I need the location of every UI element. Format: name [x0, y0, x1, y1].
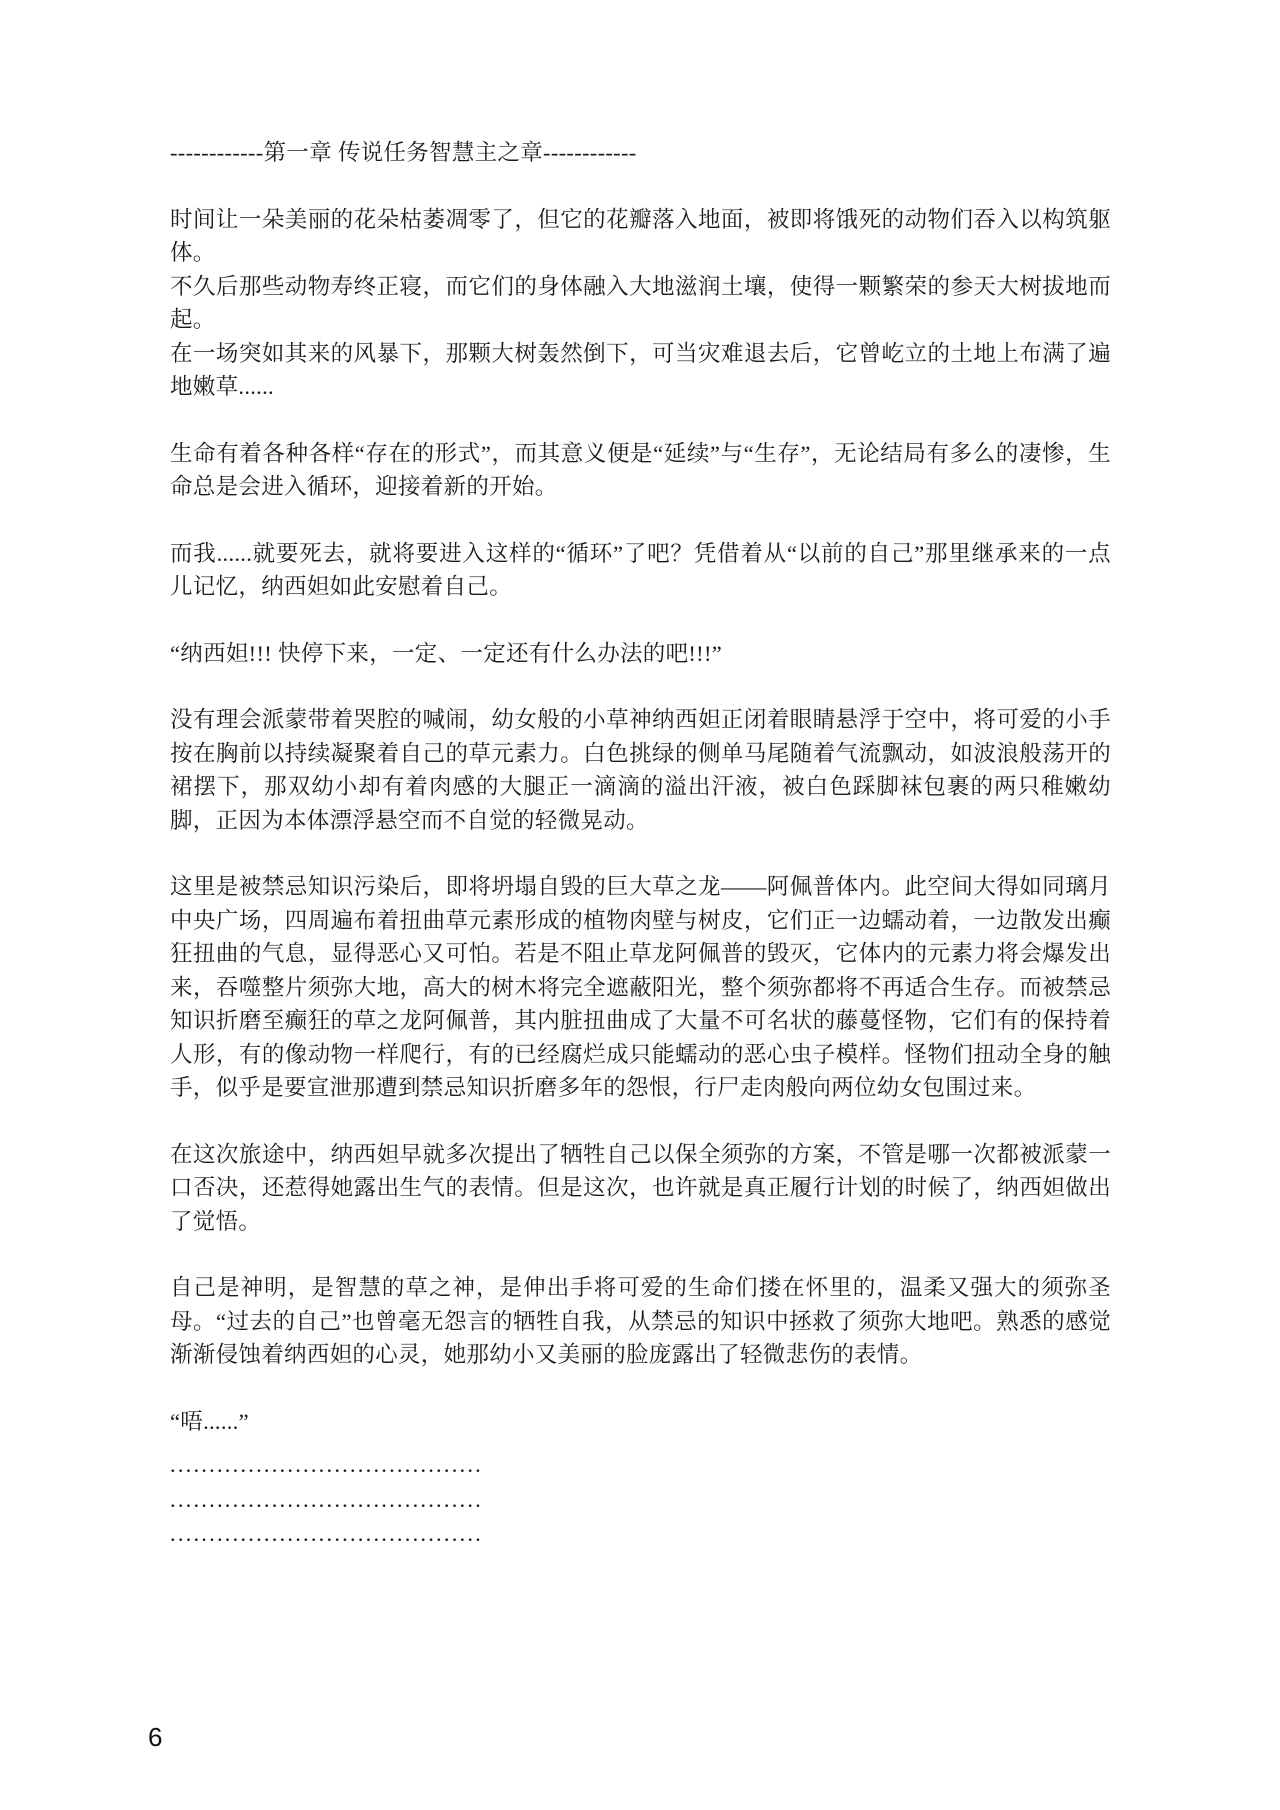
- dialogue-paragraph: “纳西妲!!! 快停下来，一定、一定还有什么办法的吧!!!”: [170, 640, 723, 666]
- chapter-title: ------------第一章 传说任务智慧主之章------------: [170, 140, 637, 165]
- paragraph: 在这次旅途中，纳西妲早就多次提出了牺牲自己以保全须弥的方案，不管是哪一次都被派蒙一口否决，还惹得她露出生气的表情。但是这次，也许就是真正履行计划的时候了，纳西妲做出了觉悟。: [170, 1141, 1111, 1234]
- paragraph: 时间让一朵美丽的花朵枯萎凋零了，但它的花瓣落入地面，被即将饿死的动物们吞入以构筑躯体。: [170, 206, 1111, 265]
- paragraph: 这里是被禁忌知识污染后，即将坍塌自毁的巨大草之龙——阿佩普体内。此空间大得如同璃月中央广场，四周遍布着扭曲草元素形成的植物肉壁与树皮，它们正一边蠕动着，一边散发出癫狂扭曲的气息，显得恶心又可怕。若是不阻止草龙阿佩普的毁灭，它体内的元素力将会爆发出来，吞噬整片须弥大地，高大的树木将完全遮蔽阳光，整个须弥都将不再适合生存。而被禁忌知识折磨至癫狂的草之龙阿佩普，其内脏扭曲成了大量不可名状的藤蔓怪物，它们有的保持着人形，有的像动物一样爬行，有的已经腐烂成只能蠕动的恶心虫子模样。怪物们扭动全身的触手，似乎是要宣泄那遭到禁忌知识折磨多年的怨恨，行尸走肉般向两位幼女包围过来。: [170, 874, 1111, 1100]
- ellipsis-line: ........................................: [170, 1486, 483, 1512]
- paragraph: 没有理会派蒙带着哭腔的喊闹，幼女般的小草神纳西妲正闭着眼睛悬浮于空中，将可爱的小手按在胸前以持续凝聚着自己的草元素力。白色挑绿的侧单马尾随着气流飘动，如波浪般荡开的裙摆下，那双幼小却有着肉感的大腿正一滴滴的溢出汗液，被白色踩脚袜包裹的两只稚嫩幼脚，正因为本体漂浮悬空而不自觉的轻微晃动。: [170, 707, 1111, 833]
- paragraph: 生命有着各种各样“存在的形式”，而其意义便是“延续”与“生存”，无论结局有多么的凄惨，生命总是会进入循环，迎接着新的开始。: [170, 440, 1111, 499]
- paragraph: 在一场突如其来的风暴下，那颗大树轰然倒下，可当灾难退去后，它曾屹立的土地上布满了遍地嫩草......: [170, 340, 1111, 399]
- page-number: 6: [148, 1722, 163, 1752]
- document-content: [170, 136, 1111, 1552]
- paragraph: 而我......就要死去，就将要进入这样的“循环”了吧？凭借着从“以前的自己”那里继承来的一点儿记忆，纳西妲如此安慰着自己。: [170, 540, 1111, 599]
- paragraph: 自己是神明，是智慧的草之神，是伸出手将可爱的生命们搂在怀里的，温柔又强大的须弥圣母。“过去的自己”也曾毫无怨言的牺牲自我，从禁忌的知识中拯救了须弥大地吧。熟悉的感觉渐渐侵蚀着纳西妲的心灵，她那幼小又美丽的脸庞露出了轻微悲伤的表情。: [170, 1275, 1111, 1367]
- ellipsis-line: ........................................: [170, 1452, 483, 1477]
- ellipsis-line: ........................................: [170, 1521, 483, 1546]
- paragraph: 不久后那些动物寿终正寝，而它们的身体融入大地滋润土壤，使得一颗繁荣的参天大树拔地而起。: [170, 273, 1111, 332]
- dialogue-paragraph: “唔......”: [170, 1408, 249, 1434]
